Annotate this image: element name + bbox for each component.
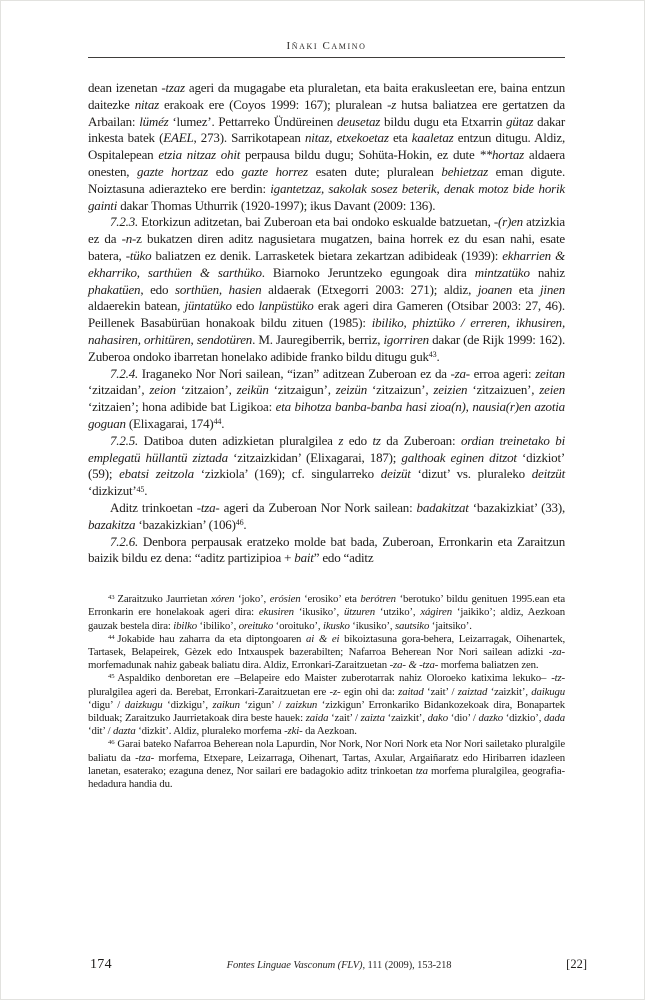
italic-run: kaaletaz — [411, 130, 454, 146]
text-run: aldaerak (Etxegorri 2003: 271); aldiz, — [261, 281, 478, 297]
italic-run: -za- — [450, 365, 470, 381]
text-run: morfema baliatzen zen. — [438, 659, 539, 672]
text-block — [88, 40, 565, 791]
italic-run: -tza- — [196, 499, 220, 515]
text-run: aldaerekin batean, — [88, 298, 185, 314]
text-run: Aditz trinkoetan — [110, 499, 197, 515]
text-run: ‘utziko’, — [374, 606, 421, 619]
text-run: ‘zitzaidan’, — [88, 382, 150, 398]
text-run: ‘dizkizut’ — [88, 483, 137, 499]
italic-run: eta bihotza banba-banba hasi zioa(n), nausia(r)en azotia goguan — [88, 399, 565, 431]
footnote-ref: 46 — [235, 518, 244, 528]
italic-run: EAEL — [163, 130, 194, 146]
text-run: pluralgilea ageri da. Berebat, Erronkari-Zaraitzuetan ere — [88, 685, 330, 698]
italic-run: ikusko — [323, 619, 350, 632]
italic-run: mintzatüko — [474, 264, 530, 280]
italic-run: zaizkun — [285, 698, 318, 711]
text-run: ‘zizkiola’ (169); cf. singularreko — [193, 466, 381, 482]
text-run: ‘dit’ / — [88, 725, 113, 738]
paragraph — [88, 500, 565, 534]
italic-run: dazko — [478, 711, 503, 724]
italic-run: xágiren — [420, 606, 452, 619]
text-run: ‘zitzaien’; hona adibide bat Ligikoa: — [88, 399, 276, 415]
italic-run: -tzaz — [161, 80, 185, 95]
italic-run: xóren — [210, 593, 235, 606]
text-run: ‘digu’ / — [88, 698, 125, 711]
text-run: (Elixagarai, 174) — [125, 415, 214, 431]
text-run: . — [243, 516, 247, 532]
text-run: ‘bazakizkian’ (106) — [135, 516, 236, 532]
text-run: bildu dugu eta Etxarrin — [380, 113, 507, 129]
text-run: ‘dio’ / — [447, 711, 479, 724]
italic-run: -zki- — [284, 725, 303, 738]
italic-run: ai & ei — [306, 632, 340, 645]
text-run: ‘zait’ / — [328, 711, 361, 724]
text-run: erak ageri dira Gameren (Otsibar 2003: 27, 46). Peillenek Basabürüan honakoak bildu zituen (1985): — [88, 298, 565, 331]
text-run: eta — [512, 281, 541, 297]
italic-run: zaizta — [360, 711, 385, 724]
text-run: ‘oroituko’, — [273, 619, 324, 632]
text-run: edo — [343, 432, 373, 448]
italic-run: dako — [427, 711, 448, 724]
italic-run: ekharrien & ekharriko, sarthüen & sarthüko — [88, 247, 565, 280]
italic-run: zeizün — [335, 382, 368, 398]
italic-run: oreituko — [238, 619, 274, 632]
text-run: , edo — [140, 281, 175, 297]
text-run: morfema pluralgilea, geografia-hedadura handia du. — [88, 764, 565, 790]
text-run: Iraganeko Nor Nori sailean, “izan” aditzean Zuberoan ez da — [138, 365, 451, 381]
italic-run: **hortaz — [479, 147, 525, 163]
paragraph — [88, 366, 565, 433]
text-run: dakar (de Rijk 1999: 162). Zuberoa ondoko ibarretan honelako adibide franko bildu ditugu guk — [88, 331, 565, 364]
italic-run: 7.2.6. — [110, 533, 139, 549]
text-run: esaten dute; pluralean — [307, 163, 442, 179]
paragraph — [88, 214, 565, 365]
text-run: Etorkizun aditzetan, bai Zuberoan eta bai ondoko eskualde batzuetan, — [138, 214, 494, 230]
text-run: ‘ikusiko’, — [293, 606, 344, 619]
italic-run: -n — [121, 231, 133, 247]
italic-run: sautsiko — [395, 619, 430, 632]
text-run: ‘zaizkit’, — [384, 711, 428, 724]
text-run: ‘jaikiko’; aldiz, Aezkoan gauzak bestela dira: — [88, 606, 565, 632]
italic-run: zaiztad — [457, 685, 488, 698]
italic-run: phakatüen — [88, 281, 141, 297]
italic-run: ibiliko, phiztüko / erreren, ikhusiren, nahasiren, orhitüren, sendotüren — [88, 315, 565, 347]
italic-run: deusetaz — [336, 113, 381, 129]
journal-citation — [227, 960, 452, 971]
body-paragraphs — [88, 80, 565, 567]
italic-run: jinen — [540, 281, 566, 297]
text-run: ‘dizkiot’ (59); — [88, 449, 565, 482]
italic-run: etzia nitzaz ohit — [158, 147, 241, 163]
text-run: erroa ageri: — [469, 365, 536, 381]
italic-run: -(r)en — [493, 214, 523, 230]
italic-run: zaida — [305, 711, 329, 724]
text-run: atzizkia ez da — [88, 214, 565, 247]
text-run: ‘bazakizkiat’ (33), — [468, 499, 565, 515]
italic-run: ebatsi zeitzola — [119, 466, 194, 482]
italic-run: badakitzat — [416, 499, 469, 515]
text-run: perpausa bildu dugu; Sohüta-Hokin, ez dute — [240, 147, 480, 163]
text-run: hutsa baliatzea ere gertatzen da Arbailan: — [88, 96, 565, 129]
text-run: entzun ditugu. Aldiz, Ospitalepean — [88, 130, 566, 163]
italic-run: gütaz — [506, 113, 534, 129]
text-run: Aspaldiko denboretan ere –Belapeire edo Maister zuberotarrak nahiz Oloroeko katixima lekuko– — [117, 672, 552, 685]
text-run: ‘dizkigu’, — [162, 698, 213, 711]
text-run: -z bukatzen diren aditz nagusietara mugatzen, baina horrek ez du esan nahi, esate batera, — [88, 231, 565, 263]
footnote-ref: 43 — [428, 350, 437, 360]
italic-run: daizkugu — [124, 698, 163, 711]
italic-run: -z — [387, 96, 397, 112]
text-run: aldaera onesten, — [88, 147, 566, 179]
italic-run: dazta — [113, 725, 136, 738]
footnote — [88, 672, 565, 738]
italic-run: joanen — [477, 281, 513, 297]
journal-title: Fontes Linguae Vasconum (FLV) — [226, 960, 363, 971]
footnote-number: 45 — [108, 673, 115, 681]
text-run: baliatzen ez denik. Larrasketek bietara zekartzan adibideak (1939): — [151, 247, 503, 263]
text-run: . — [221, 415, 225, 431]
text-run: Zaraitzuko Jaurrietan — [117, 593, 211, 606]
bracket-page-marker: [22] — [566, 957, 587, 971]
italic-run: zaikun — [212, 698, 240, 711]
italic-run: zaitad — [398, 685, 424, 698]
running-head-author: Iñaki Camino — [88, 40, 565, 58]
italic-run: berótren — [360, 593, 396, 606]
footnote-ref: 44 — [213, 417, 222, 427]
text-run: Garai bateko Nafarroa Beherean nola Lapurdin, Nor Nork, Nor Nori Nork eta Nor Nori sailetako pluralgile baliatu da — [88, 738, 565, 764]
italic-run: tz — [372, 432, 381, 448]
text-run: ‘ikusiko’, — [349, 619, 395, 632]
text-run: dean izenetan — [88, 80, 162, 95]
italic-run: igantetzaz, sakolak sosez beterik, denak motoz bide horik gainti — [88, 180, 565, 213]
text-run: ageri da mugagabe eta pluraletan, eta baita erakusleetan ere, baina entzun daitezke — [88, 80, 565, 112]
italic-run: nitaz, etxekoetaz — [304, 130, 389, 146]
text-run: . M. Jauregiberrik, berriz, — [252, 331, 384, 347]
text-run: morfemadunak nahiz gabeak baliatu dira. Aldiz, Erronkari-Zaraitzuetan — [88, 659, 390, 672]
text-run: eta — [388, 130, 412, 146]
footnote — [88, 738, 565, 791]
text-run: eman digute. Noiztasuna adierazteko ere berdin: — [88, 163, 565, 196]
italic-run: deitzüt — [531, 466, 566, 482]
italic-run: -za- — [548, 645, 565, 658]
text-run: . — [436, 348, 440, 364]
text-run: ‘jaitsiko’. — [429, 619, 472, 632]
italic-run: 7.2.4. — [110, 365, 139, 381]
text-run: ‘erosiko’ eta — [300, 593, 361, 606]
text-run: . Biarnoko Jeruntzeko egungoak dira — [261, 264, 475, 280]
italic-run: gazte horrez — [241, 163, 308, 179]
text-run: ‘dizkio’, — [502, 711, 545, 724]
text-run: ‘joko’, — [234, 593, 270, 606]
italic-run: igorriren — [383, 331, 429, 347]
italic-run: gazte hortzaz — [137, 163, 209, 179]
italic-run: galthoak eginen ditzot — [401, 449, 517, 465]
italic-run: lüméz — [139, 113, 169, 129]
italic-run: -tza- — [135, 751, 155, 764]
italic-run: -tz- — [551, 672, 565, 685]
italic-run: ützuren — [344, 606, 375, 619]
text-run: ‘zigun’ / — [239, 698, 286, 711]
italic-run: daikugu — [531, 685, 565, 698]
text-run: ‘zitzaizuen’, — [467, 382, 540, 398]
text-run: da Zuberoan: — [380, 432, 461, 448]
italic-run: jüntatüko — [184, 298, 232, 314]
footnote — [88, 593, 565, 633]
italic-run: -z- — [329, 685, 341, 698]
page-footer — [90, 957, 587, 973]
italic-run: zeikün — [236, 382, 269, 398]
italic-run: erósien — [269, 593, 301, 606]
text-run: ” edo “aditz — [313, 550, 374, 566]
footnote — [88, 633, 565, 673]
italic-run: z — [338, 432, 344, 448]
paragraph — [88, 534, 565, 568]
text-run: ‘zizkigun’ Erronkariko Bidankozekoak dira, Bonapartek bilduak; Zaraitzuko Jaurrietakoak dira beste hauek: — [88, 698, 566, 724]
text-run: ‘zitzaion’, — [175, 382, 237, 398]
text-run: ‘zaizkit’, — [487, 685, 532, 698]
italic-run: lanpüstüko — [258, 298, 314, 314]
italic-run: sorthüen, hasien — [175, 281, 262, 297]
text-run: nahiz — [529, 264, 566, 280]
italic-run: ordian treinetako bi emplegatü hüllantü ziztada — [88, 432, 565, 465]
paragraph — [88, 80, 565, 214]
italic-run: 7.2.3. — [110, 214, 139, 230]
text-run: Denbora perpausak eratzeko molde bat bada, Zuberoan, Erronkarin eta Zaraitzun baizik bildu ez dena: “aditz partizipioa + — [88, 533, 565, 566]
text-run: egin ohi da: — [340, 685, 399, 698]
footnote-ref: 45 — [136, 484, 145, 494]
text-run: ‘zait’ / — [423, 685, 458, 698]
text-run: da Aezkoan. — [302, 725, 357, 738]
text-run: erakoak ere (Coyos 1999: 167); pluralean — [159, 96, 388, 112]
italic-run: zeien — [539, 382, 565, 398]
text-run: edo — [208, 163, 242, 179]
text-run: morfema, Etxepare, Leizarraga, Oihenart, Tartas, Axular, Argaiñaratz edo Hiribarren idazleen lanetan, esaterako; ezaguna denez, Nor sailari ere badagokio aditz trinkoetan — [88, 751, 565, 777]
page-number: 174 — [90, 957, 112, 972]
text-run: dakar Thomas Uthurrik (1920-1997); ikus Davant (2009: 136). — [117, 197, 436, 213]
text-run: bikoiztasuna gora-behera, Leizarragak, Oihenartek, Tartasek, Belapeirek, Gèzek edo Intxauspek bazerabilten; Nafarroa Beherean Nor Nori sailean adizki — [88, 632, 566, 658]
text-run: dakar inkesta batek ( — [88, 113, 566, 146]
italic-run: behietzaz — [441, 163, 488, 179]
text-run: , 273). Sarrikotapean — [193, 130, 305, 146]
italic-run: ekusiren — [258, 606, 294, 619]
italic-run: 7.2.5. — [110, 432, 139, 448]
italic-run: deizüt — [380, 466, 411, 482]
text-run: ageri da Zuberoan Nor Nork sailean: — [219, 499, 417, 515]
text-run: Jokabide hau zaharra da eta diptongoaren — [117, 632, 307, 645]
italic-run: dada — [544, 711, 566, 724]
paragraph — [88, 433, 565, 500]
text-run: . — [144, 483, 148, 499]
italic-run: -tüko — [125, 247, 152, 263]
text-run: ‘lumez’. Pettarreko Ündüreinen — [168, 113, 337, 129]
italic-run: tza — [415, 764, 428, 777]
text-run: ‘zitzaigun’, — [268, 382, 336, 398]
footnotes — [88, 593, 565, 791]
journal-issue-info: , 111 (2009), 153-218 — [362, 960, 452, 971]
text-run: ‘berotuko’ bildu genituen 1995.ean eta Erronkarin ere honelakoak ageri dira: — [88, 593, 565, 619]
text-run: edo — [231, 298, 259, 314]
italic-run: zeion — [149, 382, 176, 398]
italic-run: zeizien — [433, 382, 468, 398]
text-run: ‘zitzaizkidan’ (Elixagarai, 187); — [227, 449, 402, 465]
text-run: ‘dizut’ vs. pluraleko — [410, 466, 532, 482]
footnote-number: 44 — [108, 633, 115, 641]
text-run: ‘zitzaizun’, — [367, 382, 434, 398]
footnote-number: 43 — [108, 594, 115, 602]
text-run: Datiboa duten adizkietan pluralgilea — [138, 432, 339, 448]
italic-run: -za- & -tza- — [389, 659, 439, 672]
italic-run: ibilko — [173, 619, 197, 632]
italic-run: bazakitza — [88, 516, 136, 532]
footnote-number: 46 — [108, 739, 115, 747]
text-run: ‘ibiliko’, — [197, 619, 239, 632]
italic-run: zeitan — [535, 365, 565, 381]
text-run: ‘dizkit’. Aldiz, pluraleko morfema — [135, 725, 285, 738]
italic-run: nitaz — [134, 96, 160, 112]
italic-run: bait — [294, 550, 314, 566]
